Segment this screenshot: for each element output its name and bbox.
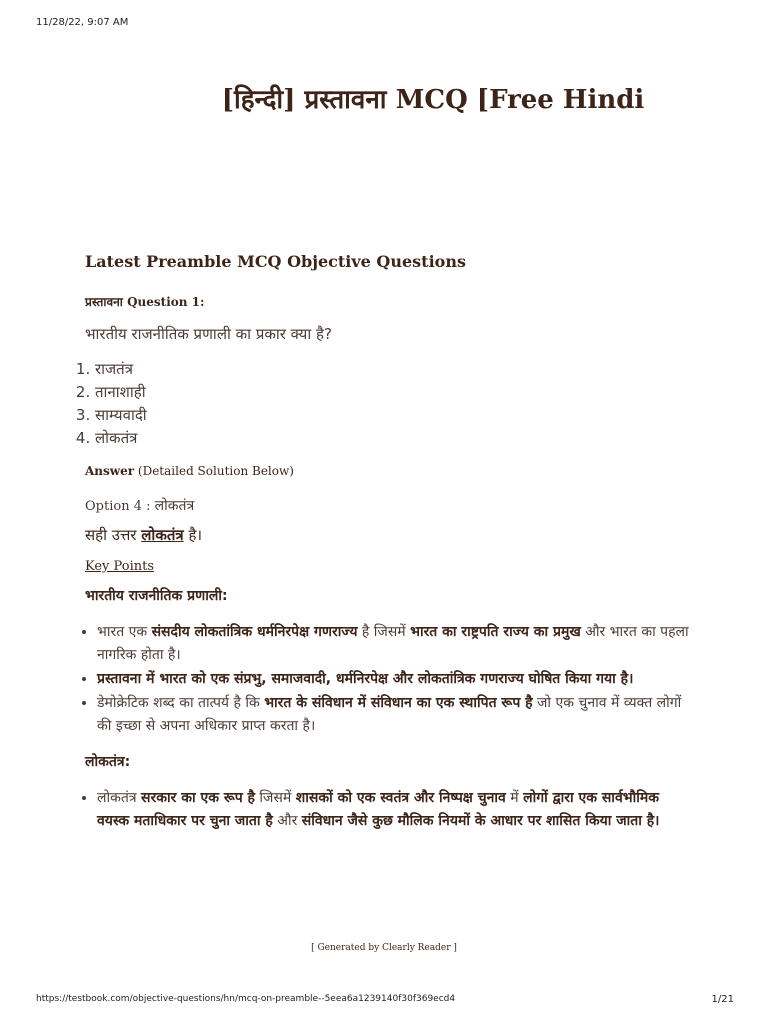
correct-option-value: लोकतंत्र [154,498,195,514]
text-run: और भारत का पहला नागरिक होता है। [97,624,689,663]
bold-run: संसदीय लोकतांत्रिक धर्मनिरपेक्ष गणराज्य [151,624,358,640]
correct-answer-sentence [85,525,695,545]
democracy-points-list [85,787,695,833]
key-point-item [97,787,695,833]
generated-name: Clearly Reader [382,943,451,953]
text-run: डेमोक्रेटिक शब्द का तात्पर्य है कि [97,695,265,711]
page-title: [हिन्दी] प्रस्तावना MCQ [Free Hindi [221,85,645,115]
bold-run: भारत के संविधान में संविधान का एक स्थापित रूप है [264,695,533,711]
generated-by-note [0,943,768,953]
text-run: जिसमें [254,790,296,806]
question-label-number: Question 1: [127,295,205,309]
print-url: https://testbook.com/objective-questions/hn/mcq-on-preamble--5eea6a1239140f30f369ecd4 [36,994,456,1004]
option-item: 2. तानाशाही [95,381,695,404]
text-run: भारत एक [97,624,152,640]
bold-run: सरकार का एक रूप है [141,790,255,806]
option-item: 3. साम्यवादी [95,404,695,427]
answer-line [85,464,695,478]
democracy-heading: लोकतंत्र: [85,754,131,770]
question-label-hindi: प्रस्तावना [85,295,123,309]
section-title: Latest Preamble MCQ Objective Questions [85,252,466,271]
article-content [85,252,695,847]
generated-suffix: ] [450,943,457,953]
bold-run: प्रस्तावना में भारत को एक संप्रभु, समाजवादी, धर्मनिरपेक्ष और लोकतांत्रिक गणराज्य घोषित किया गया है। [97,671,634,687]
correct-option [85,496,695,515]
option-item: 4. लोकतंत्र [95,427,695,450]
key-points-list [85,621,695,738]
question-label [85,293,695,310]
text-run: लोकतंत्र [97,790,142,806]
question-text: भारतीय राजनीतिक प्रणाली का प्रकार क्या है? [85,325,332,343]
text-run: है जिसमें [357,624,411,640]
correct-prefix: सही उत्तर [85,526,137,544]
bold-run: भारत का राष्ट्रपति राज्य का प्रमुख [410,624,581,640]
option-item: 1. राजतंत्र [95,358,695,381]
generated-prefix: [ Generated by [311,943,383,953]
text-run: और [272,813,302,829]
text-run: में [505,790,524,806]
correct-value: लोकतंत्र [141,526,184,544]
options-list [85,358,695,450]
key-point-item [97,692,695,738]
bold-run: शासकों को एक स्वतंत्र और निष्पक्ष चुनाव [295,790,506,806]
page-number: 1/21 [711,994,734,1005]
bold-run: संविधान जैसे कुछ मौलिक नियमों के आधार पर शासित किया जाता है। [301,813,660,829]
key-point-item [97,621,695,667]
key-points-heading: Key Points [85,559,155,574]
text-run: जो एक चुनाव में व्यक्त लोगों की इच्छा से अपना अधिकार प्राप्त करता है। [97,695,682,734]
answer-label: Answer [85,464,135,478]
correct-suffix: है। [188,526,203,544]
bold-run: लोगों द्वारा एक सार्वभौमिक वयस्क मताधिकार पर चुना जाता है [97,790,659,829]
print-datetime: 11/28/22, 9:07 AM [36,17,129,28]
key-point-item [97,668,695,691]
correct-option-label: Option 4 : [85,499,151,514]
answer-note: (Detailed Solution Below) [137,464,294,478]
political-system-heading: भारतीय राजनीतिक प्रणाली: [85,588,228,604]
